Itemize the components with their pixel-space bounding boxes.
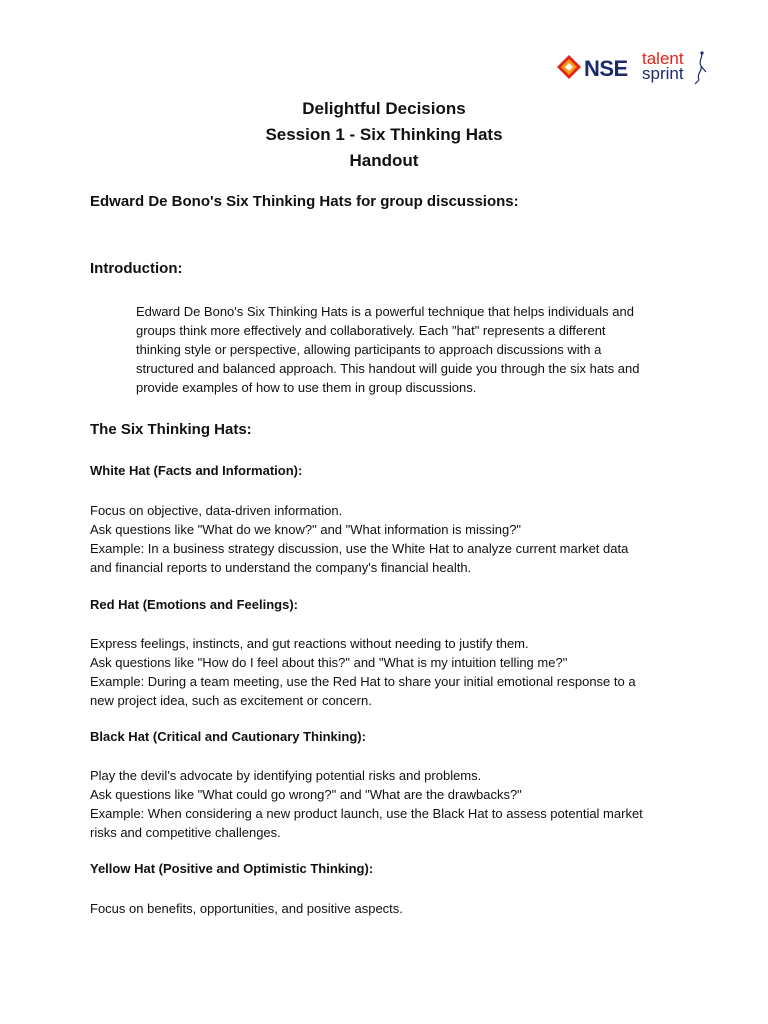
nse-logo-mark-icon <box>556 54 582 80</box>
hat-line: Ask questions like "How do I feel about this?" and "What is my intuition telling me?" <box>90 655 568 670</box>
logo-nse-text: NSE <box>584 56 628 81</box>
intro-line: thinking style or perspective, allowing participants to approach discussions with a <box>136 342 602 357</box>
logo-sprint-text: sprint <box>642 64 684 83</box>
hat-line: Focus on benefits, opportunities, and positive aspects. <box>90 901 403 916</box>
hat-line: Ask questions like "What could go wrong?" and "What are the drawbacks?" <box>90 787 522 802</box>
document-title <box>0 96 768 174</box>
hat-line: Example: In a business strategy discussion, use the White Hat to analyze current market data <box>90 541 629 556</box>
hat-line: Express feelings, instincts, and gut reactions without needing to justify them. <box>90 636 529 651</box>
hat-line: Example: During a team meeting, use the Red Hat to share your initial emotional response to a <box>90 674 636 689</box>
yellow-hat-body <box>90 899 690 918</box>
black-hat-body <box>90 766 690 842</box>
subtitle-heading: Edward De Bono's Six Thinking Hats for group discussions: <box>90 193 519 210</box>
black-hat-title: Black Hat (Critical and Cautionary Thinking): <box>90 729 366 744</box>
introduction-heading: Introduction: <box>90 260 183 277</box>
yellow-hat-title: Yellow Hat (Positive and Optimistic Thinking): <box>90 861 374 876</box>
hat-line: Focus on objective, data-driven information. <box>90 503 343 518</box>
hat-line: Ask questions like "What do we know?" and "What information is missing?" <box>90 522 522 537</box>
introduction-paragraph <box>136 302 681 397</box>
runner-icon <box>692 50 708 86</box>
hat-line: risks and competitive challenges. <box>90 825 281 840</box>
six-hats-heading: The Six Thinking Hats: <box>90 421 252 438</box>
hat-line: Example: When considering a new product launch, use the Black Hat to assess potential market <box>90 806 643 821</box>
intro-line: groups think more effectively and collaboratively. Each "hat" represents a different <box>136 323 606 338</box>
hat-line: Play the devil's advocate by identifying potential risks and problems. <box>90 768 482 783</box>
title-line-1: Delightful Decisions <box>302 99 466 118</box>
white-hat-body <box>90 501 690 577</box>
intro-line: Edward De Bono's Six Thinking Hats is a powerful technique that helps individuals and <box>136 304 634 319</box>
white-hat-title: White Hat (Facts and Information): <box>90 463 303 478</box>
red-hat-title: Red Hat (Emotions and Feelings): <box>90 597 299 612</box>
logo-talent-text: talent <box>642 49 684 68</box>
title-line-3: Handout <box>349 151 419 170</box>
intro-line: structured and balanced approach. This handout will guide you through the six hats and <box>136 361 640 376</box>
hat-line: new project idea, such as excitement or concern. <box>90 693 372 708</box>
red-hat-body <box>90 634 690 710</box>
nse-talentsprint-logo <box>556 50 716 90</box>
hat-line: and financial reports to understand the company's financial health. <box>90 560 472 575</box>
intro-line: provide examples of how to use them in group discussions. <box>136 380 477 395</box>
title-line-2: Session 1 - Six Thinking Hats <box>265 125 503 144</box>
